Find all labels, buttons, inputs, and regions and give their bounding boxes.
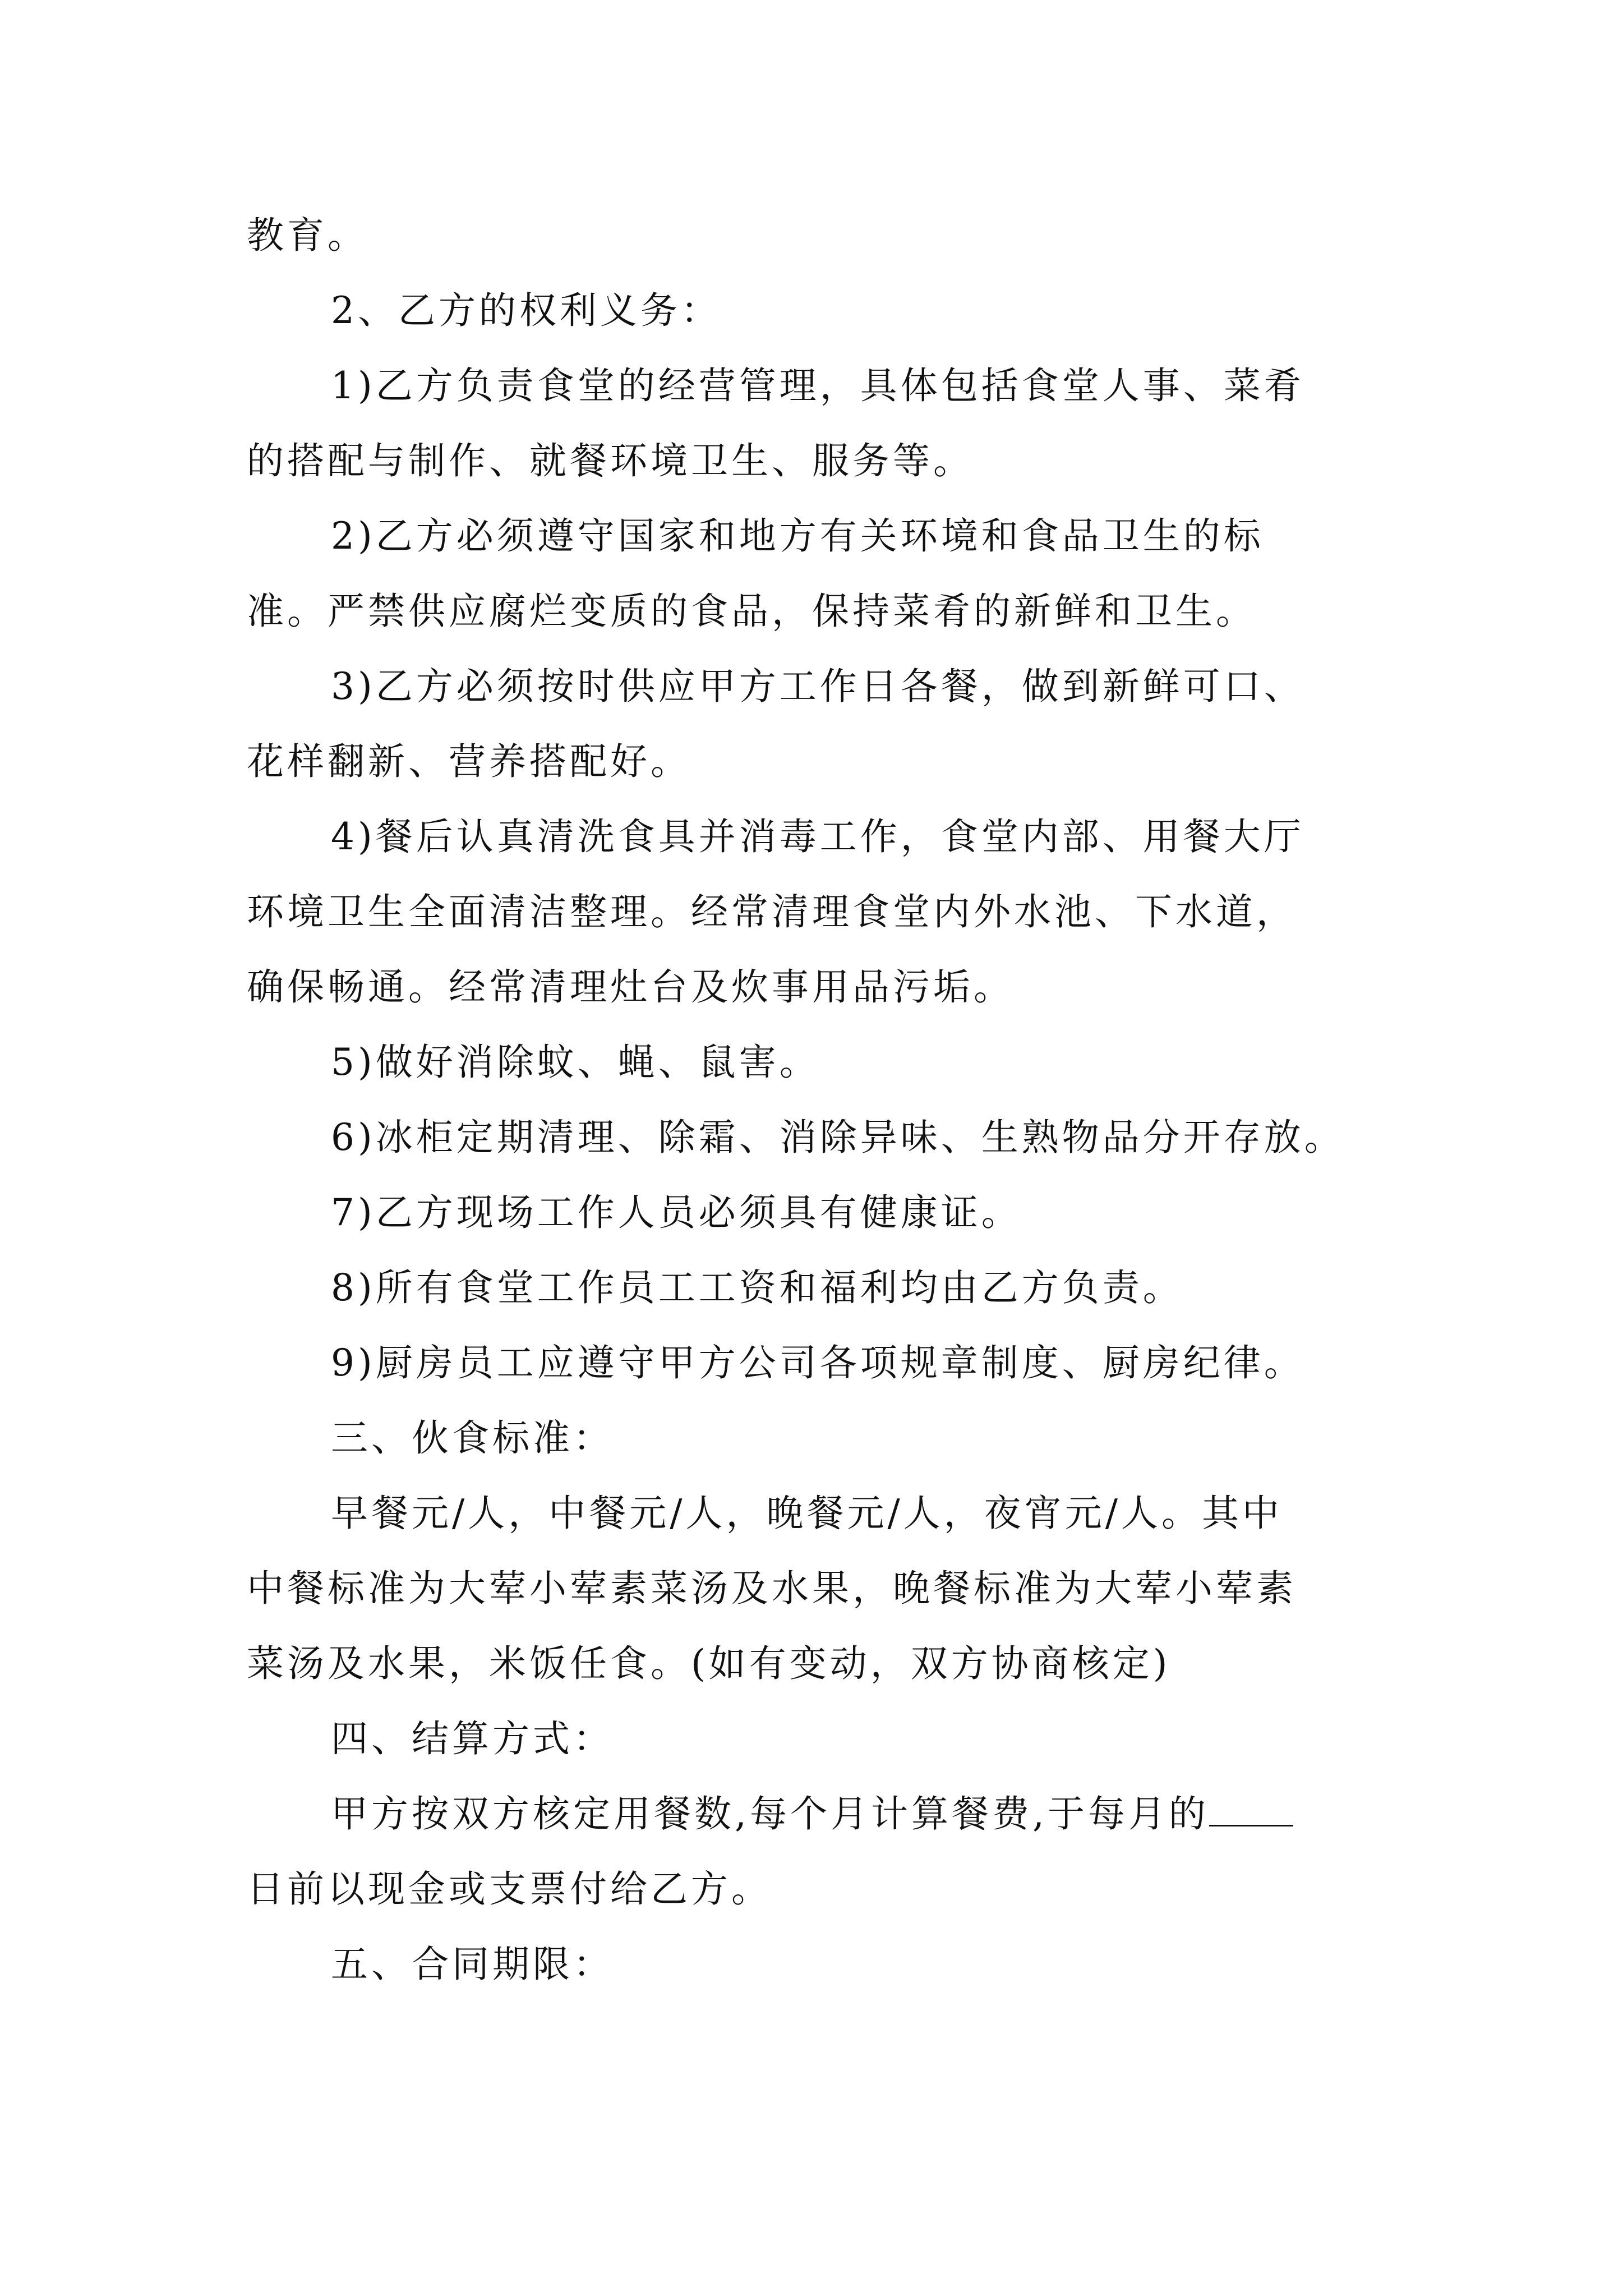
paragraph-line: 早餐元/人，中餐元/人，晚餐元/人，夜宵元/人。其中 <box>331 1492 1283 1535</box>
paragraph-line: 3)乙方必须按时供应甲方工作日各餐，做到新鲜可口、 <box>331 665 1304 708</box>
paragraph-line: 8)所有食堂工作员工工资和福利均由乙方负责。 <box>331 1266 1183 1309</box>
payment-text: 甲方按双方核定用餐数,每个月计算餐费,于每月的 <box>331 1792 1209 1835</box>
paragraph-line: 1)乙方负责食堂的经营管理，具体包括食堂人事、菜肴 <box>331 364 1304 407</box>
fill-in-blank <box>1209 1792 1293 1826</box>
paragraph-line: 菜汤及水果，米饭任食。(如有变动，双方协商核定) <box>247 1642 1171 1685</box>
paragraph-line: 环境卫生全面清洁整理。经常清理食堂内外水池、下水道， <box>247 890 1297 933</box>
section-heading: 三、伙食标准： <box>331 1416 614 1460</box>
paragraph-line: 确保畅通。经常清理灶台及炊事用品污垢。 <box>247 965 1014 1009</box>
paragraph-line: 2)乙方必须遵守国家和地方有关环境和食品卫生的标 <box>331 514 1264 558</box>
paragraph-line: 日前以现金或支票付给乙方。 <box>247 1867 772 1911</box>
paragraph-line: 的搭配与制作、就餐环境卫生、服务等。 <box>247 439 974 482</box>
paragraph-line <box>331 1788 1509 1840</box>
paragraph-line: 6)冰柜定期清理、除霜、消除异味、生熟物品分开存放。 <box>331 1116 1345 1159</box>
paragraph-line: 4)餐后认真清洗食具并消毒工作，食堂内部、用餐大厅 <box>331 815 1304 858</box>
section-heading: 2、乙方的权利义务： <box>331 289 721 332</box>
section-heading: 五、合同期限： <box>331 1943 614 1986</box>
paragraph-line: 9)厨房员工应遵守甲方公司各项规章制度、厨房纪律。 <box>331 1341 1304 1384</box>
section-heading: 四、结算方式： <box>331 1717 614 1760</box>
paragraph-line: 5)做好消除蚊、蝇、鼠害。 <box>331 1041 820 1084</box>
paragraph-line: 7)乙方现场工作人员必须具有健康证。 <box>331 1191 1022 1234</box>
paragraph-line: 花样翻新、营养搭配好。 <box>247 740 691 783</box>
paragraph-line: 准。严禁供应腐烂变质的食品，保持菜肴的新鲜和卫生。 <box>247 590 1256 633</box>
paragraph-line: 教育。 <box>247 214 368 257</box>
paragraph-line: 中餐标准为大荤小荤素菜汤及水果，晚餐标准为大荤小荤素 <box>247 1567 1297 1610</box>
